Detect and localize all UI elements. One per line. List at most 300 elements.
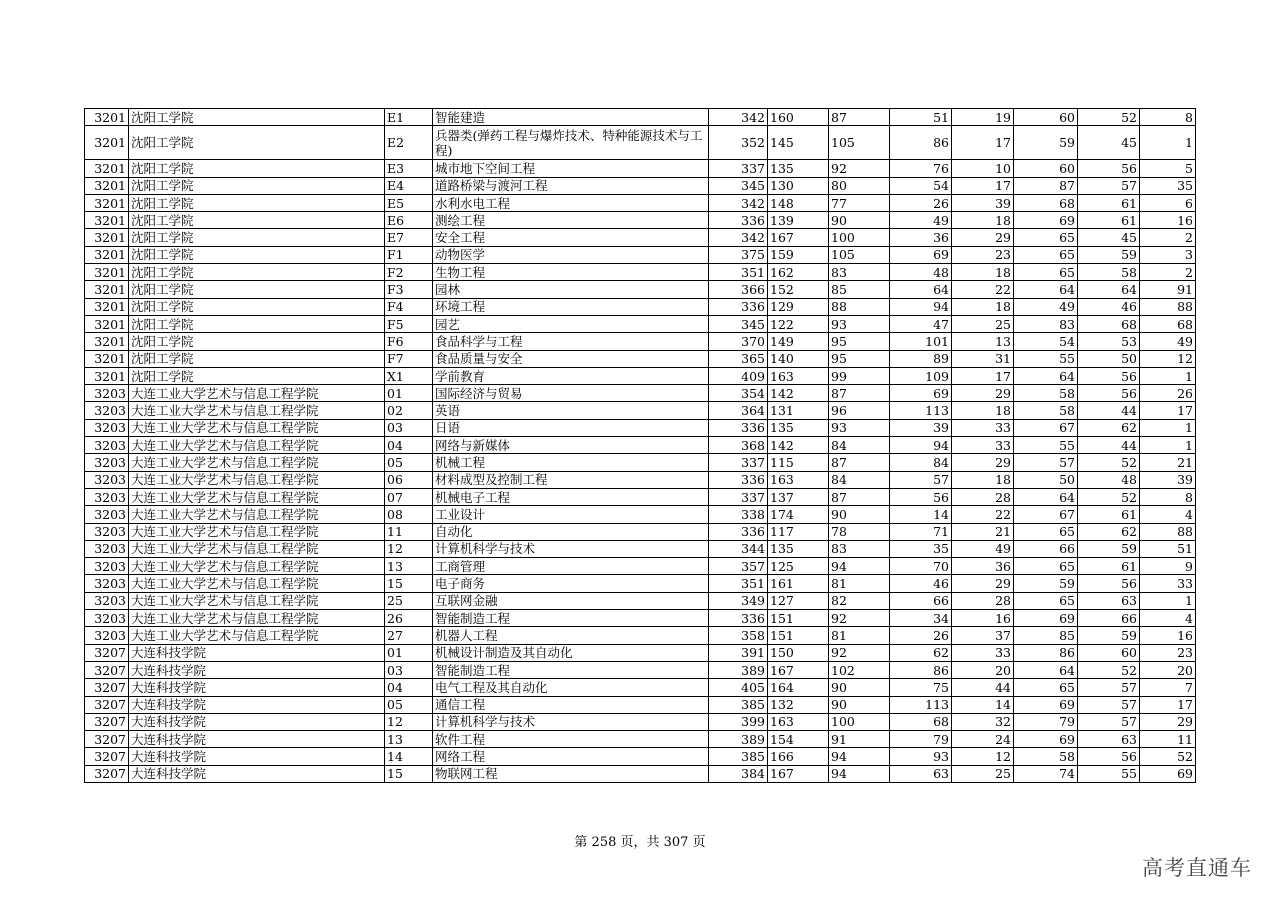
value-4-cell: 56 <box>1078 367 1140 384</box>
school-name-cell: 大连科技学院 <box>129 731 385 748</box>
table-row <box>85 575 1196 592</box>
table-row <box>85 333 1196 350</box>
score-total-cell: 391 <box>709 644 768 661</box>
major-name-cell: 道路桥梁与渡河工程 <box>433 177 709 194</box>
value-4-cell: 59 <box>1078 540 1140 557</box>
value-1-cell: 64 <box>890 281 952 298</box>
school-name-cell: 沈阳工学院 <box>129 109 385 126</box>
major-name-cell: 网络工程 <box>433 748 709 765</box>
value-3-cell: 65 <box>1014 523 1078 540</box>
value-3-cell: 74 <box>1014 765 1078 782</box>
major-name-cell: 动物医学 <box>433 246 709 263</box>
value-2-cell: 31 <box>952 350 1014 367</box>
score-total-cell: 349 <box>709 592 768 609</box>
value-2-cell: 24 <box>952 731 1014 748</box>
value-1-cell: 113 <box>890 402 952 419</box>
value-1-cell: 26 <box>890 627 952 644</box>
value-4-cell: 59 <box>1078 246 1140 263</box>
score-2-cell: 91 <box>829 731 890 748</box>
school-code-cell: 3203 <box>85 592 129 609</box>
school-name-cell: 沈阳工学院 <box>129 246 385 263</box>
score-2-cell: 94 <box>829 765 890 782</box>
value-3-cell: 64 <box>1014 367 1078 384</box>
score-1-cell: 135 <box>768 160 829 177</box>
score-total-cell: 399 <box>709 713 768 730</box>
value-4-cell: 61 <box>1078 212 1140 229</box>
value-1-cell: 86 <box>890 661 952 678</box>
school-code-cell: 3207 <box>85 748 129 765</box>
major-code-cell: F6 <box>385 333 433 350</box>
score-1-cell: 127 <box>768 592 829 609</box>
value-2-cell: 29 <box>952 575 1014 592</box>
score-2-cell: 87 <box>829 385 890 402</box>
value-5-cell: 4 <box>1140 506 1196 523</box>
score-total-cell: 385 <box>709 696 768 713</box>
school-name-cell: 大连工业大学艺术与信息工程学院 <box>129 419 385 436</box>
value-1-cell: 86 <box>890 126 952 160</box>
score-2-cell: 80 <box>829 177 890 194</box>
score-2-cell: 93 <box>829 419 890 436</box>
major-name-cell: 机械电子工程 <box>433 488 709 505</box>
value-4-cell: 57 <box>1078 177 1140 194</box>
value-4-cell: 50 <box>1078 350 1140 367</box>
value-4-cell: 68 <box>1078 315 1140 332</box>
school-code-cell: 3203 <box>85 385 129 402</box>
score-1-cell: 167 <box>768 765 829 782</box>
value-2-cell: 25 <box>952 315 1014 332</box>
score-1-cell: 129 <box>768 298 829 315</box>
school-name-cell: 大连科技学院 <box>129 713 385 730</box>
score-2-cell: 78 <box>829 523 890 540</box>
school-code-cell: 3201 <box>85 315 129 332</box>
score-total-cell: 368 <box>709 437 768 454</box>
table-row <box>85 160 1196 177</box>
major-code-cell: E7 <box>385 229 433 246</box>
school-name-cell: 沈阳工学院 <box>129 281 385 298</box>
major-code-cell: F3 <box>385 281 433 298</box>
score-2-cell: 87 <box>829 488 890 505</box>
major-name-cell: 学前教育 <box>433 367 709 384</box>
value-2-cell: 18 <box>952 471 1014 488</box>
major-code-cell: F5 <box>385 315 433 332</box>
score-2-cell: 87 <box>829 109 890 126</box>
school-name-cell: 沈阳工学院 <box>129 194 385 211</box>
table-row <box>85 367 1196 384</box>
value-5-cell: 20 <box>1140 661 1196 678</box>
school-code-cell: 3203 <box>85 506 129 523</box>
school-name-cell: 大连工业大学艺术与信息工程学院 <box>129 610 385 627</box>
score-2-cell: 90 <box>829 696 890 713</box>
major-code-cell: F1 <box>385 246 433 263</box>
score-total-cell: 336 <box>709 419 768 436</box>
score-1-cell: 135 <box>768 419 829 436</box>
major-name-cell: 电气工程及其自动化 <box>433 679 709 696</box>
major-name-cell: 园艺 <box>433 315 709 332</box>
value-4-cell: 52 <box>1078 454 1140 471</box>
value-2-cell: 22 <box>952 281 1014 298</box>
major-name-cell: 材料成型及控制工程 <box>433 471 709 488</box>
major-code-cell: 15 <box>385 765 433 782</box>
value-3-cell: 66 <box>1014 540 1078 557</box>
value-2-cell: 18 <box>952 212 1014 229</box>
value-4-cell: 56 <box>1078 748 1140 765</box>
score-total-cell: 389 <box>709 661 768 678</box>
score-total-cell: 338 <box>709 506 768 523</box>
value-3-cell: 65 <box>1014 558 1078 575</box>
value-5-cell: 26 <box>1140 385 1196 402</box>
table-row <box>85 610 1196 627</box>
value-2-cell: 33 <box>952 437 1014 454</box>
value-3-cell: 65 <box>1014 229 1078 246</box>
score-total-cell: 342 <box>709 109 768 126</box>
value-2-cell: 23 <box>952 246 1014 263</box>
major-code-cell: 12 <box>385 540 433 557</box>
major-code-cell: E2 <box>385 126 433 160</box>
value-2-cell: 17 <box>952 177 1014 194</box>
major-code-cell: 12 <box>385 713 433 730</box>
score-2-cell: 100 <box>829 713 890 730</box>
table-row <box>85 506 1196 523</box>
score-total-cell: 389 <box>709 731 768 748</box>
score-1-cell: 135 <box>768 540 829 557</box>
score-2-cell: 92 <box>829 644 890 661</box>
school-code-cell: 3201 <box>85 212 129 229</box>
value-1-cell: 69 <box>890 385 952 402</box>
value-4-cell: 60 <box>1078 644 1140 661</box>
school-code-cell: 3201 <box>85 333 129 350</box>
value-1-cell: 47 <box>890 315 952 332</box>
value-4-cell: 53 <box>1078 333 1140 350</box>
major-code-cell: 02 <box>385 402 433 419</box>
major-name-cell: 软件工程 <box>433 731 709 748</box>
score-1-cell: 130 <box>768 177 829 194</box>
school-name-cell: 大连工业大学艺术与信息工程学院 <box>129 506 385 523</box>
value-2-cell: 10 <box>952 160 1014 177</box>
school-name-cell: 大连工业大学艺术与信息工程学院 <box>129 575 385 592</box>
score-total-cell: 336 <box>709 471 768 488</box>
value-3-cell: 50 <box>1014 471 1078 488</box>
watermark: 高考直通车 <box>1142 856 1252 880</box>
score-total-cell: 344 <box>709 540 768 557</box>
value-4-cell: 61 <box>1078 506 1140 523</box>
table-row <box>85 713 1196 730</box>
table-row <box>85 315 1196 332</box>
value-3-cell: 86 <box>1014 644 1078 661</box>
value-5-cell: 8 <box>1140 109 1196 126</box>
score-1-cell: 163 <box>768 713 829 730</box>
score-1-cell: 149 <box>768 333 829 350</box>
score-total-cell: 375 <box>709 246 768 263</box>
table-row <box>85 246 1196 263</box>
school-code-cell: 3203 <box>85 471 129 488</box>
score-1-cell: 150 <box>768 644 829 661</box>
value-4-cell: 45 <box>1078 126 1140 160</box>
table-row <box>85 177 1196 194</box>
school-name-cell: 大连科技学院 <box>129 644 385 661</box>
school-code-cell: 3201 <box>85 367 129 384</box>
value-1-cell: 62 <box>890 644 952 661</box>
score-total-cell: 336 <box>709 610 768 627</box>
value-2-cell: 22 <box>952 506 1014 523</box>
value-3-cell: 79 <box>1014 713 1078 730</box>
school-name-cell: 大连工业大学艺术与信息工程学院 <box>129 471 385 488</box>
value-4-cell: 63 <box>1078 592 1140 609</box>
school-name-cell: 大连工业大学艺术与信息工程学院 <box>129 558 385 575</box>
major-name-cell: 智能制造工程 <box>433 610 709 627</box>
value-5-cell: 17 <box>1140 402 1196 419</box>
table-row <box>85 437 1196 454</box>
score-total-cell: 358 <box>709 627 768 644</box>
major-name-cell: 测绘工程 <box>433 212 709 229</box>
value-2-cell: 25 <box>952 765 1014 782</box>
score-1-cell: 115 <box>768 454 829 471</box>
score-1-cell: 139 <box>768 212 829 229</box>
major-name-cell: 日语 <box>433 419 709 436</box>
value-4-cell: 57 <box>1078 679 1140 696</box>
value-5-cell: 68 <box>1140 315 1196 332</box>
value-3-cell: 64 <box>1014 488 1078 505</box>
score-total-cell: 354 <box>709 385 768 402</box>
value-3-cell: 60 <box>1014 160 1078 177</box>
value-4-cell: 45 <box>1078 229 1140 246</box>
score-2-cell: 84 <box>829 471 890 488</box>
value-2-cell: 49 <box>952 540 1014 557</box>
score-1-cell: 154 <box>768 731 829 748</box>
score-total-cell: 405 <box>709 679 768 696</box>
table-row <box>85 558 1196 575</box>
school-code-cell: 3207 <box>85 696 129 713</box>
value-2-cell: 20 <box>952 661 1014 678</box>
school-name-cell: 大连科技学院 <box>129 765 385 782</box>
value-1-cell: 34 <box>890 610 952 627</box>
major-name-cell: 通信工程 <box>433 696 709 713</box>
school-code-cell: 3201 <box>85 246 129 263</box>
value-4-cell: 62 <box>1078 419 1140 436</box>
value-4-cell: 66 <box>1078 610 1140 627</box>
major-name-cell: 城市地下空间工程 <box>433 160 709 177</box>
score-2-cell: 92 <box>829 160 890 177</box>
school-code-cell: 3207 <box>85 679 129 696</box>
value-3-cell: 87 <box>1014 177 1078 194</box>
school-code-cell: 3203 <box>85 540 129 557</box>
score-total-cell: 366 <box>709 281 768 298</box>
score-2-cell: 94 <box>829 748 890 765</box>
score-1-cell: 167 <box>768 661 829 678</box>
major-code-cell: 01 <box>385 385 433 402</box>
major-code-cell: F7 <box>385 350 433 367</box>
score-2-cell: 90 <box>829 212 890 229</box>
value-1-cell: 57 <box>890 471 952 488</box>
score-2-cell: 96 <box>829 402 890 419</box>
school-code-cell: 3203 <box>85 454 129 471</box>
value-2-cell: 17 <box>952 367 1014 384</box>
value-3-cell: 55 <box>1014 437 1078 454</box>
score-2-cell: 94 <box>829 558 890 575</box>
score-total-cell: 337 <box>709 488 768 505</box>
school-name-cell: 沈阳工学院 <box>129 367 385 384</box>
score-1-cell: 148 <box>768 194 829 211</box>
table-row <box>85 679 1196 696</box>
value-2-cell: 37 <box>952 627 1014 644</box>
table-row <box>85 194 1196 211</box>
value-5-cell: 52 <box>1140 748 1196 765</box>
value-1-cell: 63 <box>890 765 952 782</box>
school-name-cell: 沈阳工学院 <box>129 126 385 160</box>
major-name-cell: 机械工程 <box>433 454 709 471</box>
value-3-cell: 69 <box>1014 212 1078 229</box>
table-row <box>85 229 1196 246</box>
score-1-cell: 140 <box>768 350 829 367</box>
school-name-cell: 沈阳工学院 <box>129 229 385 246</box>
value-5-cell: 1 <box>1140 126 1196 160</box>
value-4-cell: 58 <box>1078 264 1140 281</box>
score-1-cell: 167 <box>768 229 829 246</box>
score-2-cell: 87 <box>829 454 890 471</box>
major-code-cell: 05 <box>385 454 433 471</box>
school-name-cell: 沈阳工学院 <box>129 315 385 332</box>
value-5-cell: 88 <box>1140 523 1196 540</box>
major-code-cell: E6 <box>385 212 433 229</box>
score-2-cell: 99 <box>829 367 890 384</box>
school-name-cell: 大连工业大学艺术与信息工程学院 <box>129 592 385 609</box>
score-1-cell: 132 <box>768 696 829 713</box>
major-code-cell: 03 <box>385 661 433 678</box>
score-1-cell: 145 <box>768 126 829 160</box>
value-5-cell: 16 <box>1140 627 1196 644</box>
major-code-cell: 15 <box>385 575 433 592</box>
value-4-cell: 57 <box>1078 696 1140 713</box>
value-3-cell: 83 <box>1014 315 1078 332</box>
major-code-cell: 06 <box>385 471 433 488</box>
value-2-cell: 18 <box>952 264 1014 281</box>
value-4-cell: 63 <box>1078 731 1140 748</box>
major-code-cell: 04 <box>385 679 433 696</box>
value-4-cell: 56 <box>1078 575 1140 592</box>
score-2-cell: 105 <box>829 246 890 263</box>
major-name-cell: 互联网金融 <box>433 592 709 609</box>
score-total-cell: 409 <box>709 367 768 384</box>
school-code-cell: 3207 <box>85 765 129 782</box>
table-row <box>85 126 1196 160</box>
school-name-cell: 大连工业大学艺术与信息工程学院 <box>129 454 385 471</box>
value-5-cell: 6 <box>1140 194 1196 211</box>
score-total-cell: 364 <box>709 402 768 419</box>
school-name-cell: 沈阳工学院 <box>129 264 385 281</box>
school-name-cell: 大连工业大学艺术与信息工程学院 <box>129 488 385 505</box>
major-name-cell: 生物工程 <box>433 264 709 281</box>
major-name-cell: 工业设计 <box>433 506 709 523</box>
value-1-cell: 66 <box>890 592 952 609</box>
school-code-cell: 3201 <box>85 109 129 126</box>
value-3-cell: 55 <box>1014 350 1078 367</box>
value-1-cell: 109 <box>890 367 952 384</box>
score-1-cell: 117 <box>768 523 829 540</box>
value-2-cell: 33 <box>952 644 1014 661</box>
school-code-cell: 3201 <box>85 160 129 177</box>
value-2-cell: 18 <box>952 298 1014 315</box>
major-code-cell: E5 <box>385 194 433 211</box>
value-4-cell: 44 <box>1078 437 1140 454</box>
score-total-cell: 336 <box>709 298 768 315</box>
value-1-cell: 89 <box>890 350 952 367</box>
score-2-cell: 81 <box>829 627 890 644</box>
table-row <box>85 454 1196 471</box>
value-4-cell: 61 <box>1078 194 1140 211</box>
score-total-cell: 365 <box>709 350 768 367</box>
value-3-cell: 68 <box>1014 194 1078 211</box>
value-2-cell: 29 <box>952 229 1014 246</box>
value-2-cell: 13 <box>952 333 1014 350</box>
value-3-cell: 65 <box>1014 592 1078 609</box>
score-total-cell: 337 <box>709 454 768 471</box>
value-3-cell: 65 <box>1014 246 1078 263</box>
value-3-cell: 57 <box>1014 454 1078 471</box>
major-name-cell: 兵器类(弹药工程与爆炸技术、特种能源技术与工程) <box>433 126 709 160</box>
score-1-cell: 163 <box>768 471 829 488</box>
value-2-cell: 19 <box>952 109 1014 126</box>
score-2-cell: 82 <box>829 592 890 609</box>
value-5-cell: 12 <box>1140 350 1196 367</box>
school-name-cell: 大连科技学院 <box>129 661 385 678</box>
score-total-cell: 357 <box>709 558 768 575</box>
value-3-cell: 58 <box>1014 385 1078 402</box>
major-code-cell: 26 <box>385 610 433 627</box>
score-2-cell: 90 <box>829 679 890 696</box>
value-5-cell: 7 <box>1140 679 1196 696</box>
school-name-cell: 沈阳工学院 <box>129 177 385 194</box>
major-code-cell: E4 <box>385 177 433 194</box>
value-5-cell: 1 <box>1140 367 1196 384</box>
value-5-cell: 69 <box>1140 765 1196 782</box>
school-code-cell: 3201 <box>85 298 129 315</box>
value-4-cell: 52 <box>1078 488 1140 505</box>
score-1-cell: 122 <box>768 315 829 332</box>
score-2-cell: 95 <box>829 333 890 350</box>
major-code-cell: E1 <box>385 109 433 126</box>
school-name-cell: 大连工业大学艺术与信息工程学院 <box>129 402 385 419</box>
score-total-cell: 342 <box>709 194 768 211</box>
school-name-cell: 大连工业大学艺术与信息工程学院 <box>129 523 385 540</box>
value-3-cell: 58 <box>1014 748 1078 765</box>
value-3-cell: 65 <box>1014 264 1078 281</box>
score-total-cell: 352 <box>709 126 768 160</box>
major-name-cell: 智能制造工程 <box>433 661 709 678</box>
table-row <box>85 109 1196 126</box>
table-row <box>85 661 1196 678</box>
school-name-cell: 大连工业大学艺术与信息工程学院 <box>129 385 385 402</box>
major-name-cell: 英语 <box>433 402 709 419</box>
value-5-cell: 2 <box>1140 264 1196 281</box>
major-code-cell: 13 <box>385 731 433 748</box>
value-1-cell: 69 <box>890 246 952 263</box>
school-code-cell: 3207 <box>85 644 129 661</box>
major-name-cell: 机械设计制造及其自动化 <box>433 644 709 661</box>
value-1-cell: 84 <box>890 454 952 471</box>
score-table <box>84 108 1196 783</box>
value-1-cell: 48 <box>890 264 952 281</box>
value-4-cell: 56 <box>1078 160 1140 177</box>
table-body <box>85 109 1196 783</box>
score-1-cell: 125 <box>768 558 829 575</box>
value-3-cell: 64 <box>1014 661 1078 678</box>
value-3-cell: 49 <box>1014 298 1078 315</box>
school-name-cell: 沈阳工学院 <box>129 160 385 177</box>
major-name-cell: 电子商务 <box>433 575 709 592</box>
value-2-cell: 14 <box>952 696 1014 713</box>
value-5-cell: 5 <box>1140 160 1196 177</box>
value-1-cell: 70 <box>890 558 952 575</box>
value-5-cell: 1 <box>1140 419 1196 436</box>
